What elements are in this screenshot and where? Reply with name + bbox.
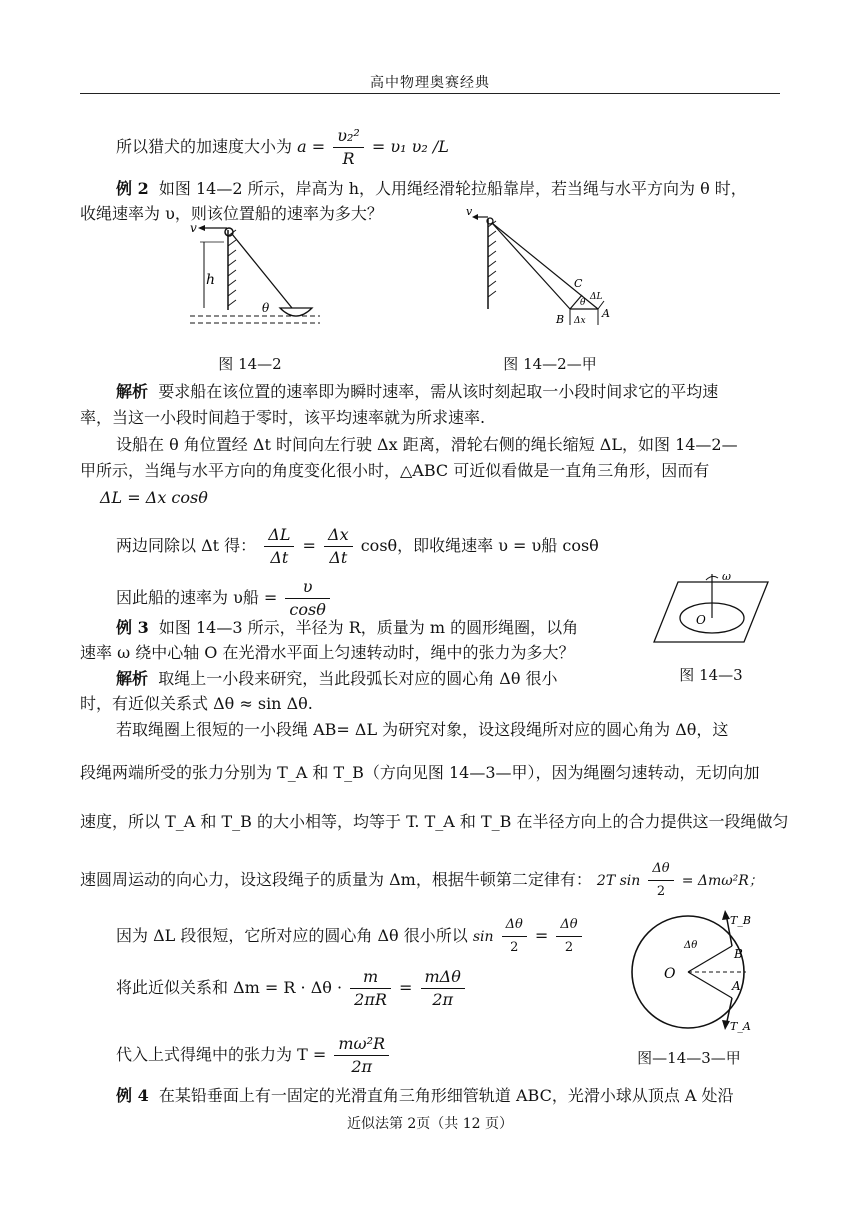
numerator: Δθ (556, 914, 581, 937)
denominator: cosθ (289, 600, 326, 619)
example-label: 例 4 (116, 1086, 149, 1105)
radius-A (688, 972, 732, 998)
text-line (80, 858, 763, 903)
label-omega: ω (722, 570, 731, 583)
arrow-down-icon (722, 1020, 730, 1030)
text-line (116, 1033, 392, 1078)
equation (100, 487, 208, 509)
label-O: O (664, 966, 676, 982)
text-line (116, 576, 333, 621)
text-line: 收绳速率为 υ，则该位置船的速率为多大？ (80, 204, 383, 223)
fraction (421, 966, 465, 1011)
arrow-left-icon (472, 214, 478, 220)
denominator: 2π (351, 1057, 373, 1076)
formula: = Δmω²R； (681, 873, 763, 889)
text-span: 因为 ΔL 段很短，它所对应的圆心角 Δθ 很小所以 (116, 926, 468, 945)
text-span: 代入上式得绳中的张力为 T = (116, 1045, 327, 1064)
formula: = (534, 926, 549, 945)
text-span: 两边同除以 Δt 得： (116, 536, 257, 555)
denominator: 2 (564, 940, 574, 955)
text-span: 在某铅垂面上有一固定的光滑直角三角形细管轨道 ABC，光滑小球从顶点 A 处沿 (158, 1086, 734, 1105)
figure-14-2 (180, 220, 320, 338)
denominator: 2π (432, 990, 454, 1009)
text-span: 速圆周运动的向心力，设这段绳子的质量为 Δm，根据牛顿第二定律有： (80, 870, 592, 889)
denominator: Δt (329, 548, 348, 567)
figure-caption: 图 14—2 (218, 355, 282, 373)
text-span: 如图 14—3 所示，半径为 R，质量为 m 的圆形绳圈，以角 (158, 618, 579, 637)
numerator: Δθ (502, 914, 527, 937)
rope-A (492, 223, 598, 309)
text-line: 率，当这一小段时间趋于零时，该平均速率就为所求速率. (80, 408, 486, 427)
arrow-up-icon (722, 910, 730, 920)
figure-caption: 图—14—3—甲 (637, 1049, 741, 1067)
text-line (116, 914, 585, 959)
text-line (116, 524, 599, 569)
formula: ΔL = Δx cosθ (100, 488, 208, 507)
numerator: Δθ (648, 858, 673, 881)
label-theta: θ (580, 298, 586, 308)
page-footer: 近似法第 2页（共 12 页） (346, 1116, 514, 1132)
label-dL: ΔL (590, 292, 603, 302)
label-dx: Δx (574, 316, 586, 326)
text-line (116, 617, 578, 639)
formula: = (399, 978, 413, 997)
fraction (350, 966, 391, 1011)
fraction (333, 125, 364, 170)
text-line: 若取绳圈上很短的一小段绳 AB= ΔL 为研究对象，设这段绳所对应的圆心角为 Δθ，这 (116, 720, 729, 739)
label-v: v (466, 205, 473, 218)
figure-14-3 (652, 568, 770, 648)
figure-14-3-jia (622, 908, 772, 1038)
text-span: 要求船在该位置的速率即为瞬时速率，需从该时刻起取一小段时间求它的平均速 (158, 382, 719, 401)
text-line: 甲所示，当绳与水平方向的角度变化很小时，△ABC 可近似看做是一直角三角形，因而有 (80, 461, 710, 480)
wall-hatch (488, 221, 496, 297)
text-line (116, 178, 747, 200)
formula: sin (472, 929, 494, 945)
text-span: 因此船的速率为 υ船 = (116, 588, 278, 607)
numerator: υ₂² (333, 125, 364, 148)
text-line: 设船在 θ 角位置经 Δt 时间向左行驶 Δx 距离，滑轮右侧的绳长缩短 ΔL，如图 14—2— (116, 435, 738, 454)
text-line: 时，有近似关系式 Δθ ≈ sin Δθ. (80, 694, 313, 713)
denominator: 2πR (354, 990, 387, 1009)
label-h: h (206, 272, 216, 288)
label-A: A (732, 979, 741, 993)
formula: a = (297, 137, 326, 156)
numerator: mΔθ (421, 966, 465, 989)
numerator: υ (285, 576, 329, 599)
solution-label: 解析 (116, 382, 149, 401)
wall-hatch (228, 230, 236, 306)
header-rule (80, 93, 780, 94)
label-B: B (734, 947, 743, 961)
label-v: v (190, 221, 197, 235)
text-line (116, 668, 558, 690)
example-label: 例 2 (116, 179, 149, 198)
label-dtheta: Δθ (684, 940, 698, 951)
text-span: 所以猎犬的加速度大小为 (116, 137, 293, 156)
denominator: 2 (656, 884, 666, 899)
text-line: 速率 ω 绕中心轴 O 在光滑水平面上匀速转动时，绳中的张力为多大？ (80, 643, 575, 662)
text-line (116, 1085, 734, 1107)
formula: = (302, 536, 316, 555)
text-span: 如图 14—2 所示，岸高为 h，人用绳经滑轮拉船靠岸，若当绳与水平方向为 θ 时， (158, 179, 747, 198)
denominator: R (342, 149, 355, 168)
example-label: 例 3 (116, 618, 149, 637)
text-line (116, 125, 449, 170)
figure-14-2-jia (462, 205, 612, 335)
label-TB: T_B (730, 914, 751, 927)
label-C: C (574, 277, 583, 290)
text-line: 段绳两端所受的张力分别为 T_A 和 T_B（方向见图 14—3—甲），因为绳圈匀速转动，无切向加 (80, 763, 760, 782)
text-span: 将此近似关系和 Δm = R · Δθ · (116, 978, 343, 997)
denominator: 2 (510, 940, 519, 955)
fraction (285, 576, 329, 621)
formula: = υ₁ υ₂ /L (371, 137, 449, 156)
text-line: 速度，所以 T_A 和 T_B 的大小相等，均等于 T. T_A 和 T_B 在半径方向上的合力提供这一段绳做匀 (80, 812, 789, 831)
rope-B (492, 223, 570, 309)
label-B: B (556, 313, 565, 326)
text-line (116, 966, 468, 1011)
label-theta: θ (262, 301, 270, 315)
figure-caption: 图 14—3 (679, 666, 743, 684)
label-TA: T_A (730, 1020, 751, 1033)
fraction (502, 914, 527, 959)
label-O: O (696, 613, 706, 627)
numerator: ΔL (264, 524, 294, 547)
rope (232, 234, 292, 308)
numerator: mω²R (334, 1033, 389, 1056)
numerator: m (350, 966, 391, 989)
figure-caption: 图 14—2—甲 (503, 355, 597, 373)
formula: 2T sin (596, 873, 641, 889)
text-line (116, 381, 718, 403)
text-span: cosθ，即收绳速率 υ = υ船 cosθ (360, 536, 599, 555)
text-span: 取绳上一小段来研究，当此段弧长对应的圆心角 Δθ 很小 (158, 669, 558, 688)
label-A: A (602, 307, 610, 320)
denominator: Δt (270, 548, 289, 567)
boat (280, 308, 312, 316)
fraction (556, 914, 581, 959)
fraction (324, 524, 353, 569)
fraction (334, 1033, 389, 1078)
fraction (648, 858, 673, 903)
solution-label: 解析 (116, 669, 149, 688)
page-header: 高中物理奥赛经典 (370, 75, 490, 91)
arrow-left-icon (198, 225, 205, 231)
numerator: Δx (324, 524, 353, 547)
fraction (264, 524, 294, 569)
